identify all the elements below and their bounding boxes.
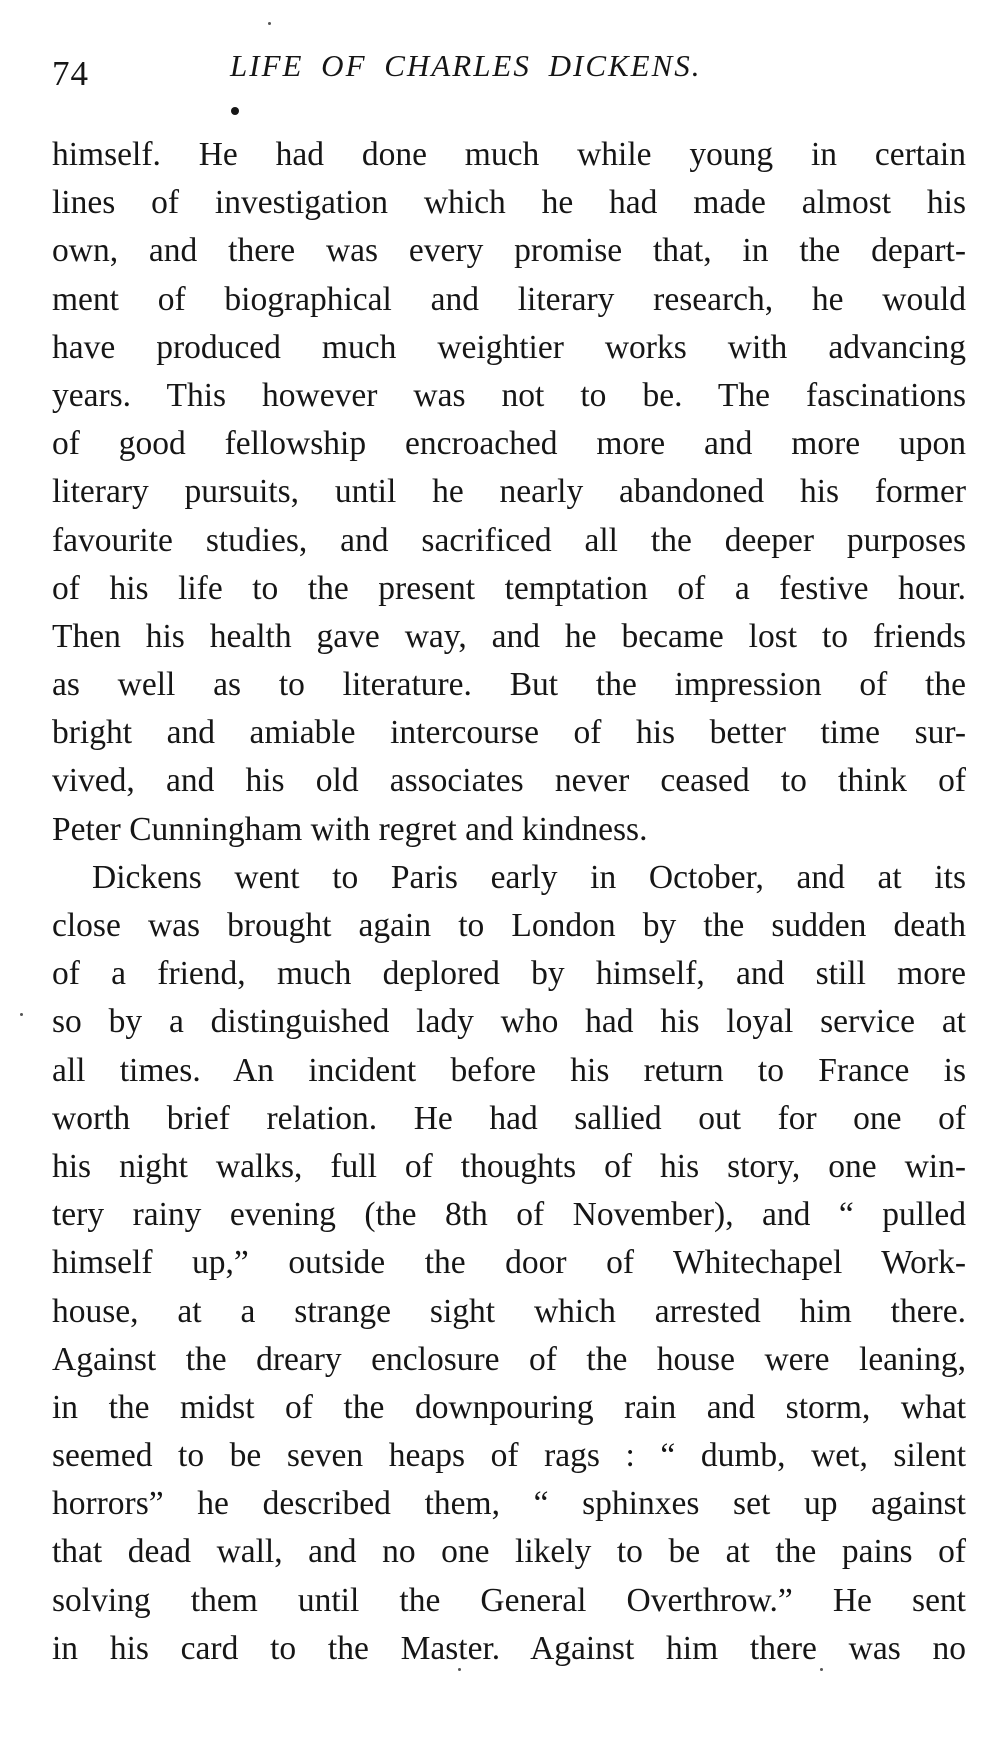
text-line: of a friend, much deplored by himself, and still more — [52, 955, 966, 993]
text-line: seemed to be seven heaps of rags : “ dumb, wet, silent — [52, 1437, 966, 1475]
print-speck — [268, 22, 271, 25]
paragraph-1 — [52, 131, 966, 854]
print-speck — [820, 1668, 823, 1671]
text-line: close was brought again to London by the sudden death — [52, 907, 966, 944]
text-line: own, and there was every promise that, in the depart- — [52, 232, 966, 270]
text-line: vived, and his old associates never ceased to think of — [52, 762, 966, 800]
text-line: that dead wall, and no one likely to be at the pains of — [52, 1533, 966, 1571]
text-line: horrors” he described them, “ sphinxes set up against — [52, 1485, 966, 1523]
page-number: 74 — [52, 54, 89, 93]
text-line: Dickens went to Paris early in October, and at its — [92, 858, 966, 896]
text-line: himself up,” outside the door of Whitechapel Work- — [52, 1244, 966, 1282]
text-line: lines of investigation which he had made almost his — [52, 184, 966, 222]
text-line: of his life to the present temptation of a festive hour. — [52, 569, 966, 607]
running-title: LIFE OF CHARLES DICKENS. — [230, 48, 702, 83]
text-line: Then his health gave way, and he became lost to friends — [52, 617, 966, 655]
text-line: himself. He had done much while young in certain — [52, 136, 966, 173]
text-line: years. This however was not to be. The fascinations — [52, 376, 966, 414]
paragraph-2 — [52, 854, 966, 1673]
text-line: solving them until the General Overthrow.” He sent — [52, 1581, 966, 1619]
text-line: have produced much weightier works with advancing — [52, 328, 966, 366]
text-line: ment of biographical and literary research, he would — [52, 280, 966, 318]
page-header — [52, 48, 972, 98]
print-speck — [20, 1013, 23, 1016]
text-line: as well as to literature. But the impression of the — [52, 666, 966, 704]
text-line: Against the dreary enclosure of the house were leaning, — [52, 1340, 966, 1378]
body-text — [52, 131, 966, 1673]
text-line: house, at a strange sight which arrested him there. — [52, 1292, 966, 1330]
text-line: favourite studies, and sacrificed all the deeper purposes — [52, 521, 966, 559]
text-line: bright and amiable intercourse of his better time sur- — [52, 714, 966, 752]
text-line: his night walks, full of thoughts of his story, one win- — [52, 1147, 966, 1185]
text-line: so by a distinguished lady who had his loyal service at — [52, 1003, 966, 1041]
ornament-dot-icon — [231, 107, 239, 115]
text-line: tery rainy evening (the 8th of November), and “ pulled — [52, 1196, 966, 1234]
text-line: in his card to the Master. Against him there was no — [52, 1629, 966, 1667]
text-line: worth brief relation. He had sallied out for one of — [52, 1099, 966, 1137]
text-line: Peter Cunningham with regret and kindness. — [52, 810, 648, 848]
text-line: in the midst of the downpouring rain and storm, what — [52, 1388, 966, 1426]
text-line: literary pursuits, until he nearly abandoned his former — [52, 473, 966, 511]
text-line: all times. An incident before his return to France is — [52, 1051, 966, 1089]
print-speck — [458, 1668, 461, 1671]
text-line: of good fellowship encroached more and more upon — [52, 425, 966, 463]
